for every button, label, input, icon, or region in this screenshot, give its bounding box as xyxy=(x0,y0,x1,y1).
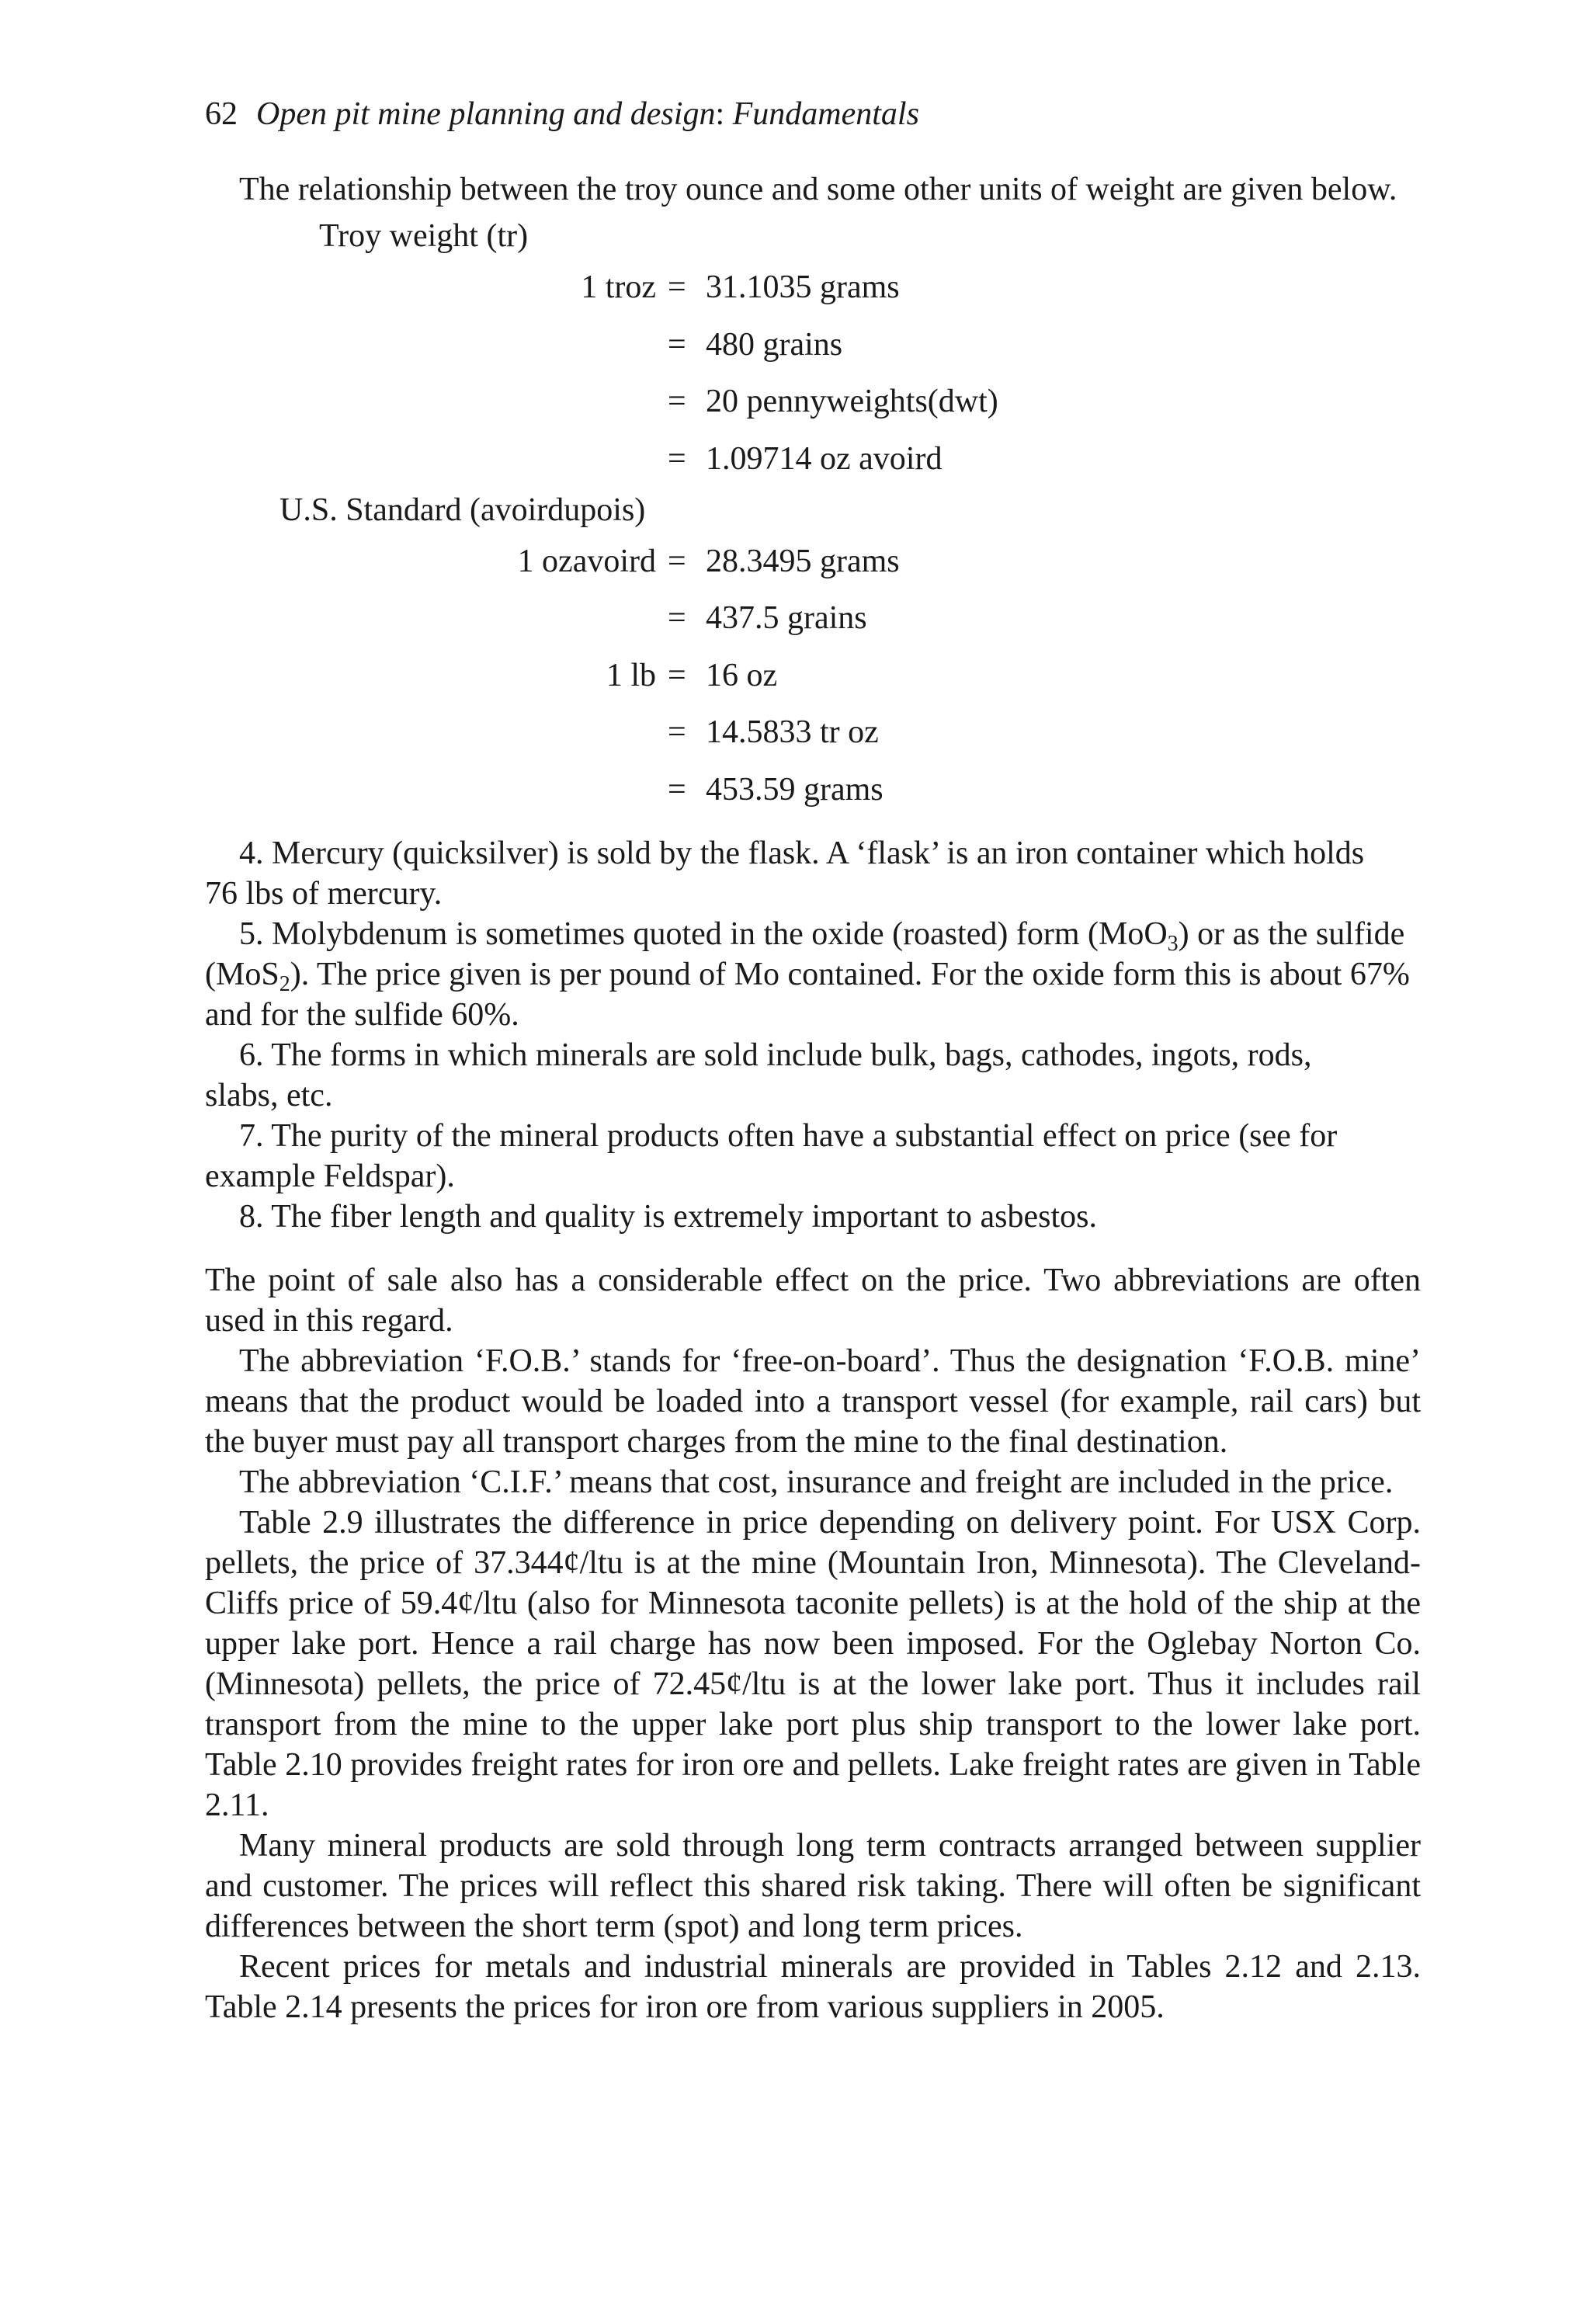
equation-row xyxy=(205,769,1421,810)
equation-rhs: 480 grains xyxy=(706,326,843,363)
subscript: 3 xyxy=(1167,931,1179,956)
equation-lhs: 1 troz xyxy=(581,269,656,305)
list-item-text: ) or as the sulfide xyxy=(1178,915,1405,952)
list-item-line: 7. The purity of the mineral products often have a substantial effect on price (see for xyxy=(239,1117,1338,1154)
equation-row xyxy=(205,541,1421,599)
running-title: Open pit mine planning and design xyxy=(256,96,716,132)
equals-sign: = xyxy=(668,440,686,477)
equals-sign: = xyxy=(668,384,686,419)
equation-rhs: 14.5833 tr oz xyxy=(706,714,879,750)
equation-row xyxy=(205,325,1421,382)
equals-sign: = xyxy=(668,771,686,808)
list-item xyxy=(205,833,1421,914)
equation-rhs: 16 oz xyxy=(706,657,778,693)
numbered-list xyxy=(205,833,1421,1237)
list-item xyxy=(205,1035,1421,1116)
avoirdupois-heading: U.S. Standard (avoirdupois) xyxy=(279,492,646,528)
list-item-line: and for the sulfide 60%. xyxy=(205,996,519,1033)
equals-sign: = xyxy=(668,543,686,579)
page-body xyxy=(205,169,1421,2027)
list-item-text: 5. Molybdenum is sometimes quoted in the oxide (roasted) form (MoO xyxy=(239,915,1168,952)
equation-lhs: 1 ozavoird xyxy=(517,543,656,579)
list-item-line: 4. Mercury (quicksilver) is sold by the flask. A ‘flask’ is an iron container which holds xyxy=(239,835,1365,871)
paragraph: Table 2.9 illustrates the difference in price depending on delivery point. For USX Corp. pellets, the price of 37.344¢/ltu is at the mine (Mountain Iron, Minnesota). The Cleveland-Cliffs price of 59.4¢/ltu (also for Minnesota taconite pellets) is at the hold of the ship at the upper lake port. Hence a rail charge has now been imposed. For the Oglebay Norton Co. (Minnesota) pellets, the price of 72.45¢/ltu is at the lower lake port. Thus it includes rail transport from the mine to the upper lake port plus ship transport to the lower lake port. Table 2.10 provides freight rates for iron ore and pellets. Lake freight rates are given in Table 2.11. xyxy=(205,1504,1421,1823)
troy-weight-heading: Troy weight (tr) xyxy=(319,218,529,254)
equals-sign: = xyxy=(668,269,686,305)
troy-weight-equations xyxy=(205,267,1421,479)
list-item-line: 76 lbs of mercury. xyxy=(205,875,443,912)
equation-row xyxy=(205,439,1421,479)
intro-paragraph: The relationship between the troy ounce and some other units of weight are given below. xyxy=(239,172,1397,207)
running-header xyxy=(205,92,919,137)
equation-row xyxy=(205,655,1421,713)
equation-rhs: 437.5 grains xyxy=(706,600,867,636)
equation-rhs: 453.59 grams xyxy=(706,771,884,808)
subscript: 2 xyxy=(279,971,290,996)
equation-row xyxy=(205,267,1421,325)
equals-sign: = xyxy=(668,600,686,636)
body-text xyxy=(205,1260,1421,2027)
paragraph: Recent prices for metals and industrial minerals are provided in Tables 2.12 and 2.13. Table 2.14 presents the prices for iron ore from various suppliers in 2005. xyxy=(205,1948,1421,2025)
paragraph: Many mineral products are sold through long term contracts arranged between supplier and customer. The prices will reflect this shared risk taking. There will often be significant differences between the short term (spot) and long term prices. xyxy=(205,1827,1421,1944)
page-number: 62 xyxy=(205,96,238,132)
list-item xyxy=(205,1197,1421,1237)
equation-rhs: 1.09714 oz avoird xyxy=(706,440,943,477)
list-item-line: slabs, etc. xyxy=(205,1077,333,1113)
list-item-line: 6. The forms in which minerals are sold include bulk, bags, cathodes, ingots, rods, xyxy=(239,1037,1312,1073)
equation-row xyxy=(205,381,1421,439)
paragraph: The abbreviation ‘C.I.F.’ means that cost, insurance and freight are included in the price. xyxy=(239,1464,1394,1500)
equation-lhs: 1 lb xyxy=(606,657,656,693)
equals-sign: = xyxy=(668,326,686,363)
equation-rhs: 28.3495 grams xyxy=(706,543,900,579)
list-item-line xyxy=(205,914,1421,954)
running-subtitle: Fundamentals xyxy=(732,96,919,132)
equals-sign: = xyxy=(668,714,686,750)
equals-sign: = xyxy=(668,657,686,693)
avoirdupois-equations xyxy=(205,541,1421,810)
paragraph: The abbreviation ‘F.O.B.’ stands for ‘free-on-board’. Thus the designation ‘F.O.B. mine’ means that the product would be loaded into a transport vessel (for example, rail cars) but the buyer must pay all transport charges from the mine to the final destination. xyxy=(205,1343,1421,1460)
running-title-separator: : xyxy=(715,96,733,132)
list-item xyxy=(205,1116,1421,1197)
list-item-line xyxy=(171,954,1421,995)
list-item-line: 8. The fiber length and quality is extremely important to asbestos. xyxy=(239,1198,1097,1235)
equation-row xyxy=(205,598,1421,655)
equation-rhs: 31.1035 grams xyxy=(706,269,900,305)
list-item-text: ). The price given is per pound of Mo contained. For the oxide form this is about 67% xyxy=(290,956,1410,992)
list-item xyxy=(205,914,1421,1035)
equation-row xyxy=(205,712,1421,769)
list-item-line: example Feldspar). xyxy=(205,1158,455,1194)
paragraph: The point of sale also has a considerable effect on the price. Two abbreviations are often used in this regard. xyxy=(205,1262,1421,1339)
list-item-text: (MoS xyxy=(205,956,279,992)
equation-rhs: 20 pennyweights(dwt) xyxy=(706,384,998,419)
